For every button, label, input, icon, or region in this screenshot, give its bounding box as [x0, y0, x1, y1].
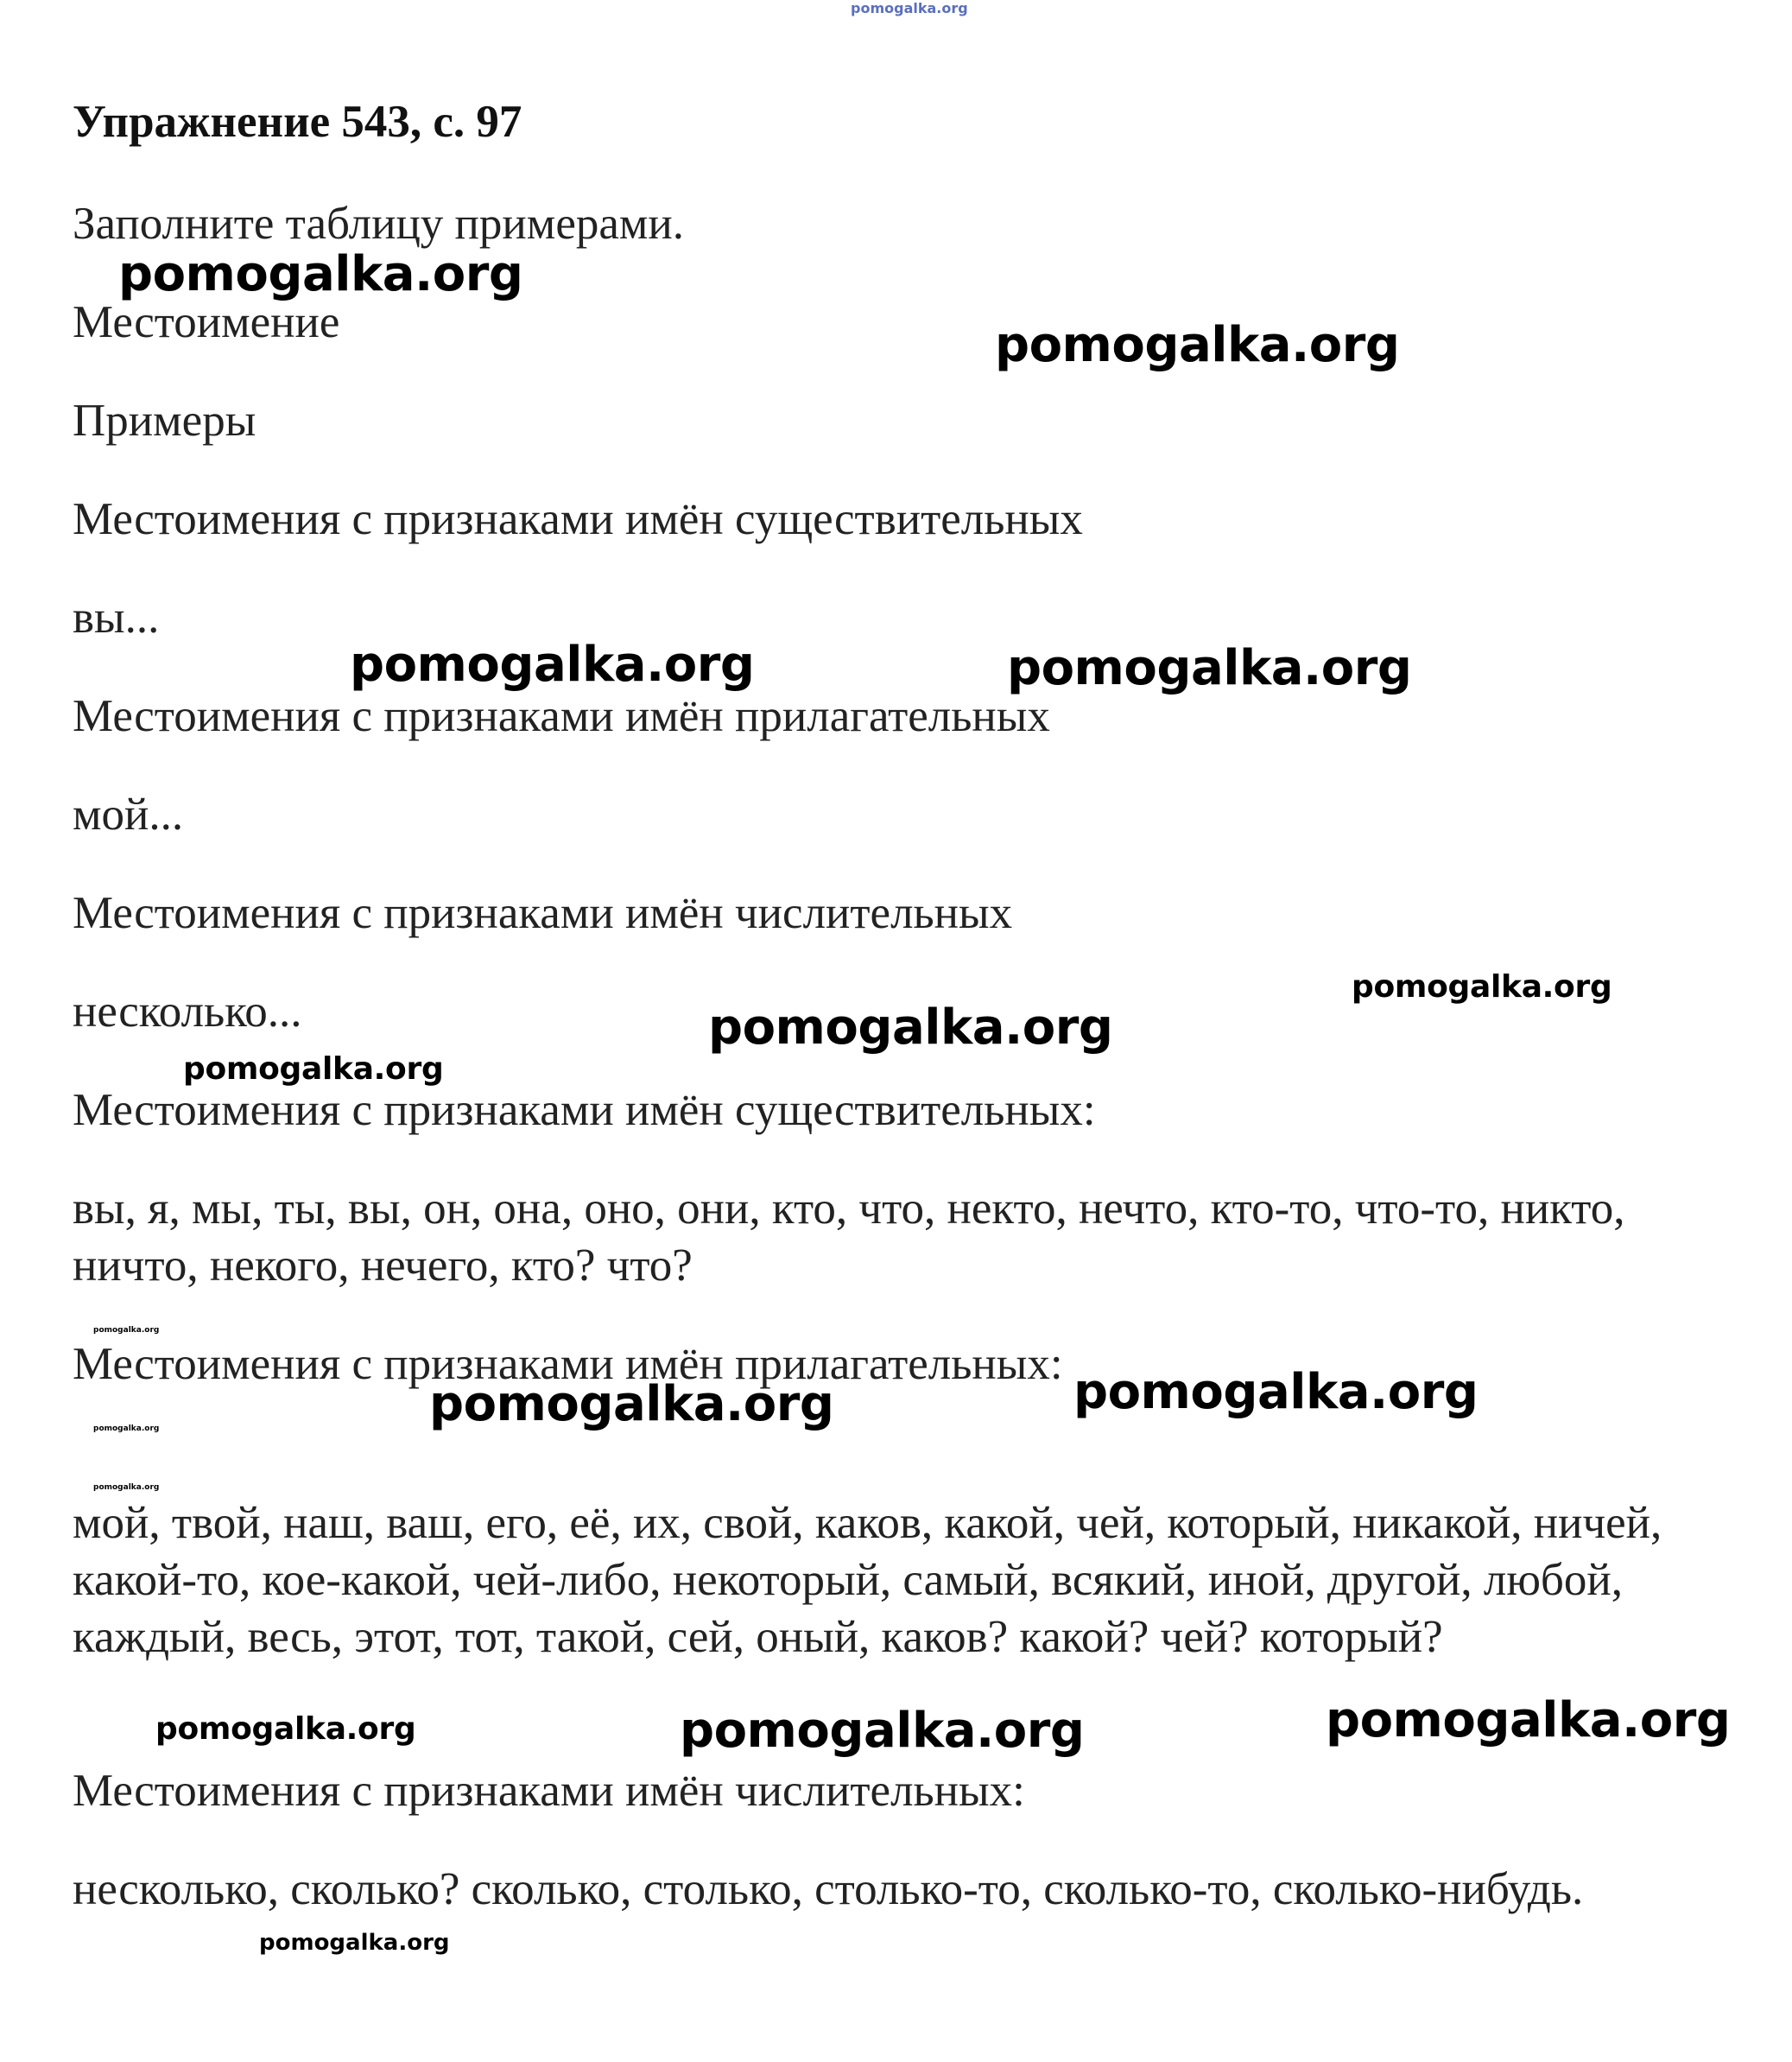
answer-adj-label: Местоимения с признаками имён прилагательных: [73, 1339, 1063, 1389]
answer-num-list: несколько, сколько? сколько, столько, столько-то, сколько-то, сколько-нибудь. [73, 1864, 1584, 1914]
watermark: pomogalka.org [118, 246, 523, 302]
watermark: pomogalka.org [155, 1711, 416, 1747]
row-nouns-label: Местоимения с признаками имён существительных [73, 494, 1083, 544]
table-header-pronoun: Местоимение [73, 297, 340, 347]
watermark: pomogalka.org [93, 1326, 160, 1335]
watermark: pomogalka.org [708, 999, 1113, 1056]
watermark: pomogalka.org [350, 637, 755, 693]
answer-nouns-label: Местоимения с признаками имён существительных: [73, 1085, 1096, 1135]
watermark: pomogalka.org [1007, 640, 1412, 696]
row-adj-example: мой... [73, 790, 184, 840]
watermark: pomogalka.org [1326, 1692, 1731, 1748]
row-num-example: несколько... [73, 987, 302, 1037]
table-header-examples: Примеры [73, 396, 256, 446]
row-num-label: Местоимения с признаками имён числительных [73, 888, 1013, 938]
watermark: pomogalka.org [429, 1376, 834, 1432]
watermark: pomogalka.org [93, 1424, 160, 1433]
answer-nouns-list: вы, я, мы, ты, вы, он, она, оно, они, кто, что, некто, нечто, кто-то, что-то, никто, ничто, некого, нечего, кто? что? [73, 1183, 1625, 1291]
row-adj-label: Местоимения с признаками имён прилагательных [73, 691, 1050, 741]
watermark: pomogalka.org [93, 1483, 160, 1492]
exercise-title: Упражнение 543, с. 97 [73, 97, 522, 147]
watermark: pomogalka.org [259, 1930, 450, 1956]
watermark: pomogalka.org [1073, 1364, 1479, 1420]
watermark: pomogalka.org [1352, 969, 1612, 1005]
watermark: pomogalka.org [680, 1703, 1085, 1759]
watermark: pomogalka.org [183, 1051, 444, 1087]
row-nouns-example: вы... [73, 593, 160, 643]
answer-num-label: Местоимения с признаками имён числительных: [73, 1766, 1025, 1816]
task-text: Заполните таблицу примерами. [73, 199, 685, 249]
watermark: pomogalka.org [995, 317, 1400, 373]
answer-adj-list: мой, твой, наш, ваш, его, её, их, свой, каков, какой, чей, который, никакой, ничей, какой-то, кое-какой, чей-либо, некоторый, самый, всякий, иной, другой, любой, каждый, весь, этот, тот, такой, сей, оный, каков? какой? чей? который? [73, 1498, 1662, 1662]
site-tag: pomogalka.org [851, 0, 968, 16]
